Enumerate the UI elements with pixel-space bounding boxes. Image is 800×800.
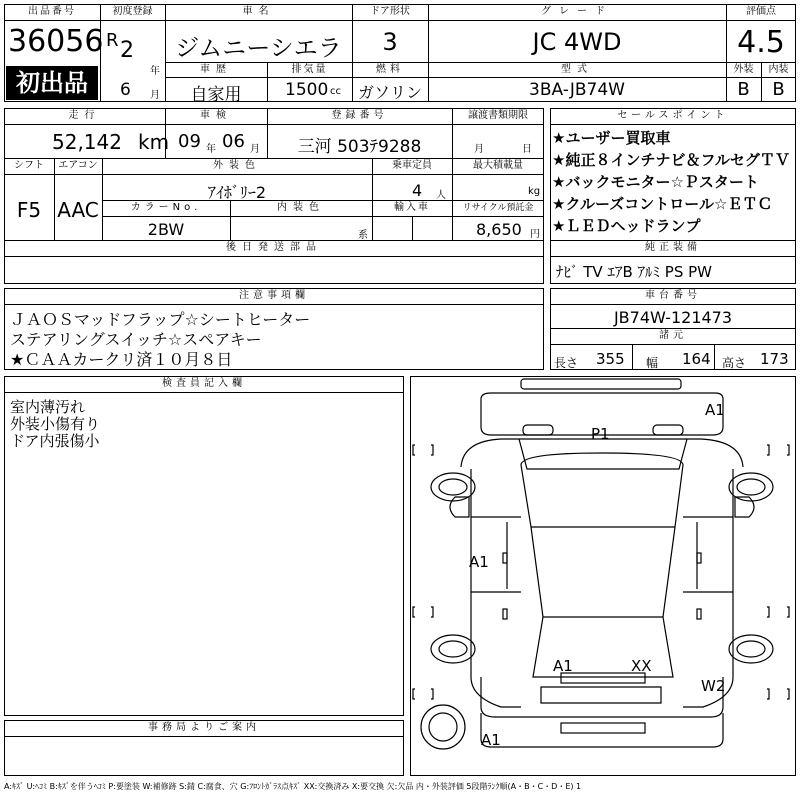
reg-year: 2 bbox=[120, 38, 134, 63]
mileage-unit: km bbox=[138, 130, 170, 154]
displacement: 1500 bbox=[285, 80, 329, 100]
note-line: ステアリングスイッチ☆スペアキー bbox=[10, 330, 262, 349]
interior-grade: B bbox=[772, 79, 785, 100]
sales-point: ★ＬＥＤヘッドランプ bbox=[552, 217, 701, 235]
legend: A:ｷｽﾞ U:ﾍｺﾐ B:ｷｽﾞを伴うﾍｺﾐ P:要塗装 W:補修跡 S:錆 C:腐食、穴 G:ﾌﾛﾝﾄｶﾞﾗｽ点ｷｽﾞ XX:交換済み X:要交換 欠:欠品 内・外装評価 5段階ﾗﾝｸ順(A・B・C・D・E) 1 bbox=[4, 782, 582, 791]
ac: AAC bbox=[57, 198, 99, 222]
height: 173 bbox=[760, 350, 789, 368]
displacement-unit: cc bbox=[330, 86, 341, 97]
color-no: 2BW bbox=[147, 220, 185, 239]
score-label: 評価点 bbox=[746, 6, 776, 17]
capacity: 4 bbox=[412, 181, 423, 200]
plate-label: 登録番号 bbox=[331, 110, 388, 121]
mileage-label: 走行 bbox=[68, 110, 101, 121]
shift-label: シフト bbox=[14, 160, 44, 171]
history-label: 車歴 bbox=[200, 64, 232, 75]
exterior-label: 外装 bbox=[733, 64, 754, 75]
era: R bbox=[106, 30, 119, 51]
damage-mark: A1 bbox=[705, 401, 725, 419]
displacement-label: 排気量 bbox=[291, 64, 328, 75]
equipment-label: 純正装備 bbox=[645, 242, 701, 253]
damage-mark: W2 bbox=[701, 677, 726, 695]
inspector-line: 室内薄汚れ bbox=[10, 398, 86, 416]
fuel-label: 燃料 bbox=[376, 64, 404, 75]
recycle-label: リサイクル預託金 bbox=[462, 203, 534, 213]
insp-month-unit: 月 bbox=[250, 144, 260, 155]
sales-label: セールスポイント bbox=[617, 110, 729, 121]
model: 3BA-JB74W bbox=[529, 80, 625, 100]
interior-label: 内装 bbox=[768, 64, 789, 75]
lot-number: 36056 bbox=[8, 24, 104, 59]
grade: JC 4WD bbox=[532, 28, 622, 56]
width: 164 bbox=[682, 350, 711, 368]
grade-label: グレード bbox=[541, 6, 613, 17]
inspection-label: 車検 bbox=[200, 110, 232, 121]
insp-year-unit: 年 bbox=[206, 144, 216, 155]
transfer-day-unit: 日 bbox=[522, 144, 532, 155]
lot-label: 出品番号 bbox=[28, 6, 76, 17]
capacity-label: 乗車定員 bbox=[392, 160, 432, 171]
shift: F5 bbox=[16, 198, 42, 222]
sales-point: ★クルーズコントロール☆ＥＴＣ bbox=[552, 195, 773, 213]
transfer-month-unit: 月 bbox=[474, 144, 484, 155]
reg-label: 初度登録 bbox=[112, 6, 153, 17]
import-label: 輸入車 bbox=[394, 202, 430, 213]
sales-point: ★バックモニター☆Ｐスタート bbox=[552, 173, 759, 191]
inspector-label: 検査員記入欄 bbox=[162, 378, 246, 389]
plate: 三河 503ﾃ9288 bbox=[297, 137, 422, 157]
fuel: ガソリン bbox=[357, 83, 422, 102]
exterior-grade: B bbox=[737, 79, 750, 100]
note-line: ＪＡＯＳマッドフラップ☆シートヒーター bbox=[10, 310, 311, 329]
mileage: 52,142 bbox=[52, 130, 122, 154]
damage-mark: P1 bbox=[591, 425, 610, 443]
office-label: 事務局よりご案内 bbox=[148, 722, 260, 733]
color-no-label: カラーNo. bbox=[130, 202, 202, 213]
capacity-unit: 人 bbox=[436, 190, 446, 201]
damage-mark: XX bbox=[631, 657, 652, 675]
ac-label: エアコン bbox=[58, 160, 98, 171]
notes-label: 注意事項欄 bbox=[239, 290, 309, 301]
length-label: 長さ bbox=[554, 356, 579, 370]
insp-year: 09 bbox=[178, 131, 201, 152]
height-label: 高さ bbox=[722, 356, 747, 370]
reg-month: 6 bbox=[120, 80, 131, 100]
model-label: 型式 bbox=[561, 64, 593, 75]
load-unit: kg bbox=[528, 186, 541, 197]
later-parts-label: 後日発送部品 bbox=[226, 242, 322, 253]
insp-month: 06 bbox=[222, 131, 245, 152]
damage-mark: A1 bbox=[553, 657, 573, 675]
door-label: ドア形状 bbox=[370, 6, 410, 17]
color-label: 外装色 bbox=[213, 160, 261, 171]
chassis-number: JB74W-121473 bbox=[613, 308, 733, 327]
dims-label: 諸元 bbox=[659, 330, 687, 341]
color: ｱｲﾎﾞﾘｰ2 bbox=[207, 183, 267, 202]
sales-point: ★ユーザー買取車 bbox=[552, 129, 671, 147]
score: 4.5 bbox=[737, 25, 785, 60]
name-label: 車名 bbox=[242, 6, 275, 17]
first-listing-badge: 初出品 bbox=[6, 66, 98, 100]
sales-point: ★純正８インチナビ＆フルセグＴＶ bbox=[552, 151, 790, 169]
damage-diagram bbox=[410, 376, 796, 776]
year-unit: 年 bbox=[150, 66, 160, 77]
equipment: ﾅﾋﾞ TV ｴｱB ｱﾙﾐ PS PW bbox=[556, 263, 712, 281]
car-name: ジムニーシエラ bbox=[175, 34, 342, 62]
chassis-label: 車台番号 bbox=[645, 290, 701, 301]
interior-color-label: 内装色 bbox=[277, 202, 325, 213]
transfer-label: 譲渡書類期限 bbox=[468, 110, 528, 121]
doors: 3 bbox=[382, 28, 398, 56]
inspector-line: ドア内張傷小 bbox=[10, 432, 100, 450]
length: 355 bbox=[596, 350, 625, 368]
interior-color-unit: 系 bbox=[358, 230, 368, 241]
recycle-unit: 円 bbox=[530, 229, 540, 240]
month-unit: 月 bbox=[150, 90, 160, 101]
damage-mark: A1 bbox=[481, 731, 501, 749]
history: 自家用 bbox=[190, 85, 242, 105]
damage-mark: A1 bbox=[469, 553, 489, 571]
width-label: 幅 bbox=[646, 356, 659, 370]
recycle: 8,650 bbox=[476, 220, 522, 239]
note-line: ★ＣＡＡカークリ済１０月８日 bbox=[10, 350, 233, 369]
load-label: 最大積載量 bbox=[473, 160, 523, 171]
inspector-line: 外装小傷有り bbox=[10, 415, 101, 433]
